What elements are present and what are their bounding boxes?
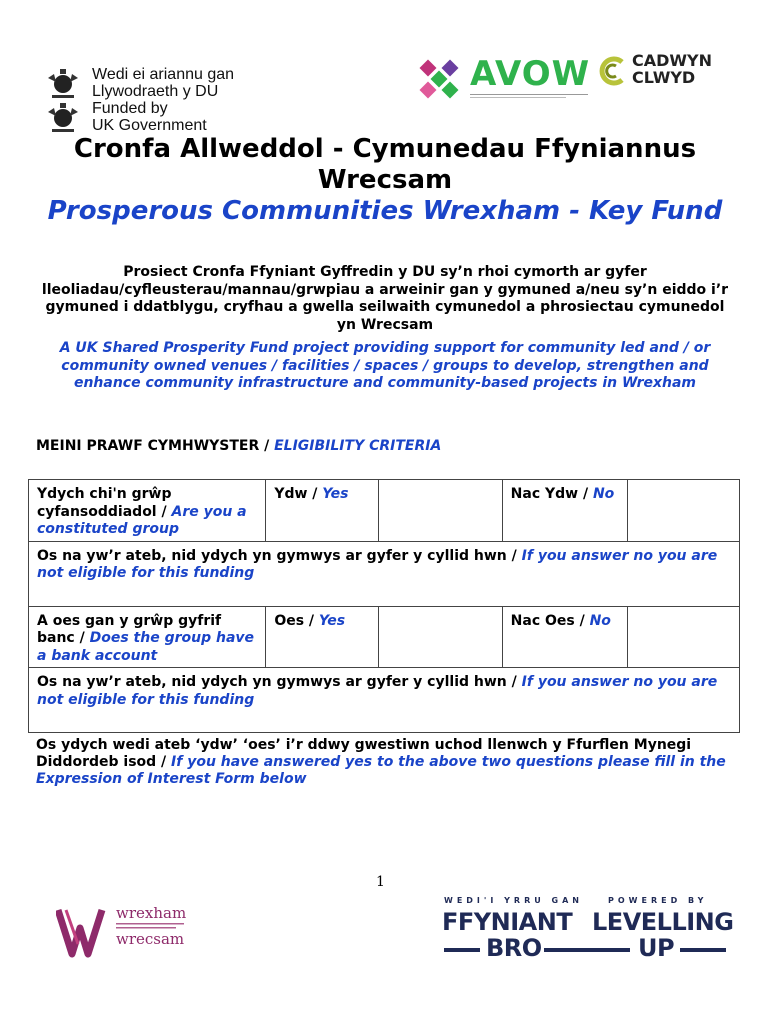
question-constituted-welsh: Ydych chi'n grŵp cyfansoddiadol / (37, 486, 172, 520)
levelling-levelling: LEVELLING (592, 908, 734, 936)
avow-logo (418, 54, 590, 104)
criteria-heading-welsh: MEINI PRAWF CYMHWYSTER / (36, 438, 275, 454)
answer-yes-english: Yes (318, 612, 346, 629)
cadwyn-wordmark: CADWYN CLWYD (632, 51, 713, 87)
question-bank-welsh: A oes gan y grŵp gyfrif banc / (37, 612, 222, 646)
ineligible-note-1 (29, 541, 740, 606)
levelling-small-welsh: WEDI'I YRRU GAN (444, 896, 583, 905)
royal-crest-icon (44, 68, 82, 100)
conclusion-welsh: Os ydych wedi ateb ‘ydw’ ‘oes’ i’r ddwy gwestiwn uchod llenwch y Ffurflen Mynegi Diddordeb isod / (36, 737, 692, 770)
answer-yes-label-1 (266, 480, 379, 542)
levelling-bar (544, 948, 630, 952)
royal-crest-icon (44, 102, 82, 134)
page-number: 1 (376, 874, 385, 890)
note-row-1 (29, 541, 740, 606)
answer-no-english: No (592, 486, 615, 502)
avow-puzzle-icon (418, 58, 466, 102)
note-welsh: Os na yw’r ateb, nid ydych yn gymwys ar gyfer y cyllid hwn / (37, 547, 522, 564)
question-row-bank (29, 606, 740, 668)
avow-wordmark: AVOW (470, 54, 591, 94)
answer-no-welsh: Nac Ydw / (510, 486, 593, 502)
ineligible-note-2 (29, 668, 740, 733)
answer-yes-welsh: Oes / (274, 612, 319, 629)
answer-no-label-1 (502, 480, 627, 542)
note-welsh: Os na yw’r ateb, nid ydych yn gymwys ar gyfer y cyllid hwn / (37, 674, 522, 690)
gov-logo-text: Wedi ei ariannu gan Llywodraeth y DU Funded by UK Government (92, 66, 235, 134)
title-welsh: Cronfa Allweddol - Cymunedau Ffyniannus Wrecsam (73, 134, 697, 195)
levelling-up-logo (440, 896, 734, 962)
cadwyn-chain-icon (596, 54, 630, 88)
criteria-heading-english: ELIGIBILITY CRITERIA (274, 438, 442, 454)
conclusion-text (36, 737, 736, 788)
note-row-2 (29, 668, 740, 733)
intro-english: A UK Shared Prosperity Fund project providing support for community led and / or community owned venues / facilities / spaces / groups to develop, strengthen and enhance community infrastructure and community-based projects in Wrexham (59, 340, 711, 391)
criteria-table (28, 479, 740, 733)
answer-no-english: No (589, 612, 611, 629)
answer-yes-box-1[interactable] (379, 480, 502, 542)
note-english: If you answer no you are not eligible for this funding (37, 674, 718, 708)
levelling-small-english: POWERED BY (608, 896, 708, 905)
avow-tagline-bar (470, 92, 590, 102)
levelling-bar (680, 948, 726, 952)
answer-yes-box-2[interactable] (379, 606, 502, 668)
wrexham-small-print (116, 921, 186, 932)
wrexham-council-logo (56, 904, 216, 960)
answer-no-box-1[interactable] (627, 480, 739, 542)
levelling-ffyniant: FFYNIANT (442, 908, 573, 936)
levelling-up: UP (638, 934, 675, 962)
question-constituted (29, 480, 266, 542)
answer-yes-label-2 (266, 606, 379, 668)
wrexham-w-icon (56, 904, 112, 958)
wrexham-wordmark: wrexham wrecsam (116, 904, 187, 948)
question-bank-account (29, 606, 266, 668)
answer-no-label-2 (502, 606, 627, 668)
note-english: If you answer no you are not eligible for this funding (37, 547, 718, 581)
answer-no-welsh: Nac Oes / (510, 612, 590, 629)
cadwyn-clwyd-logo (596, 52, 726, 92)
question-bank-english: Does the group have a bank account (37, 630, 255, 664)
levelling-bro: BRO (486, 934, 542, 962)
title-english: Prosperous Communities Wrexham - Key Fund (47, 196, 723, 226)
criteria-heading (36, 438, 441, 454)
levelling-bar (444, 948, 480, 952)
answer-yes-english: Yes (322, 486, 349, 502)
intro-welsh: Prosiect Cronfa Ffyniant Gyffredin y DU sy’n rhoi cymorth ar gyfer lleoliadau/cyfleusterau/mannau/grwpiau a arweinir gan y gymuned a/neu sy’n eiddo i’r gymuned i ddatblygu, cryfhau a gwella seilwaith cymunedol a phrosiectau cymunedol yn Wrecsam (41, 264, 729, 333)
answer-no-box-2[interactable] (627, 606, 739, 668)
conclusion-english: If you have answered yes to the above two questions please fill in the Expression of Interest Form below (36, 754, 726, 787)
answer-yes-welsh: Ydw / (274, 486, 323, 502)
question-row-constituted (29, 480, 740, 542)
question-constituted-english: Are you a constituted group (37, 503, 247, 537)
uk-government-logo (44, 66, 254, 136)
